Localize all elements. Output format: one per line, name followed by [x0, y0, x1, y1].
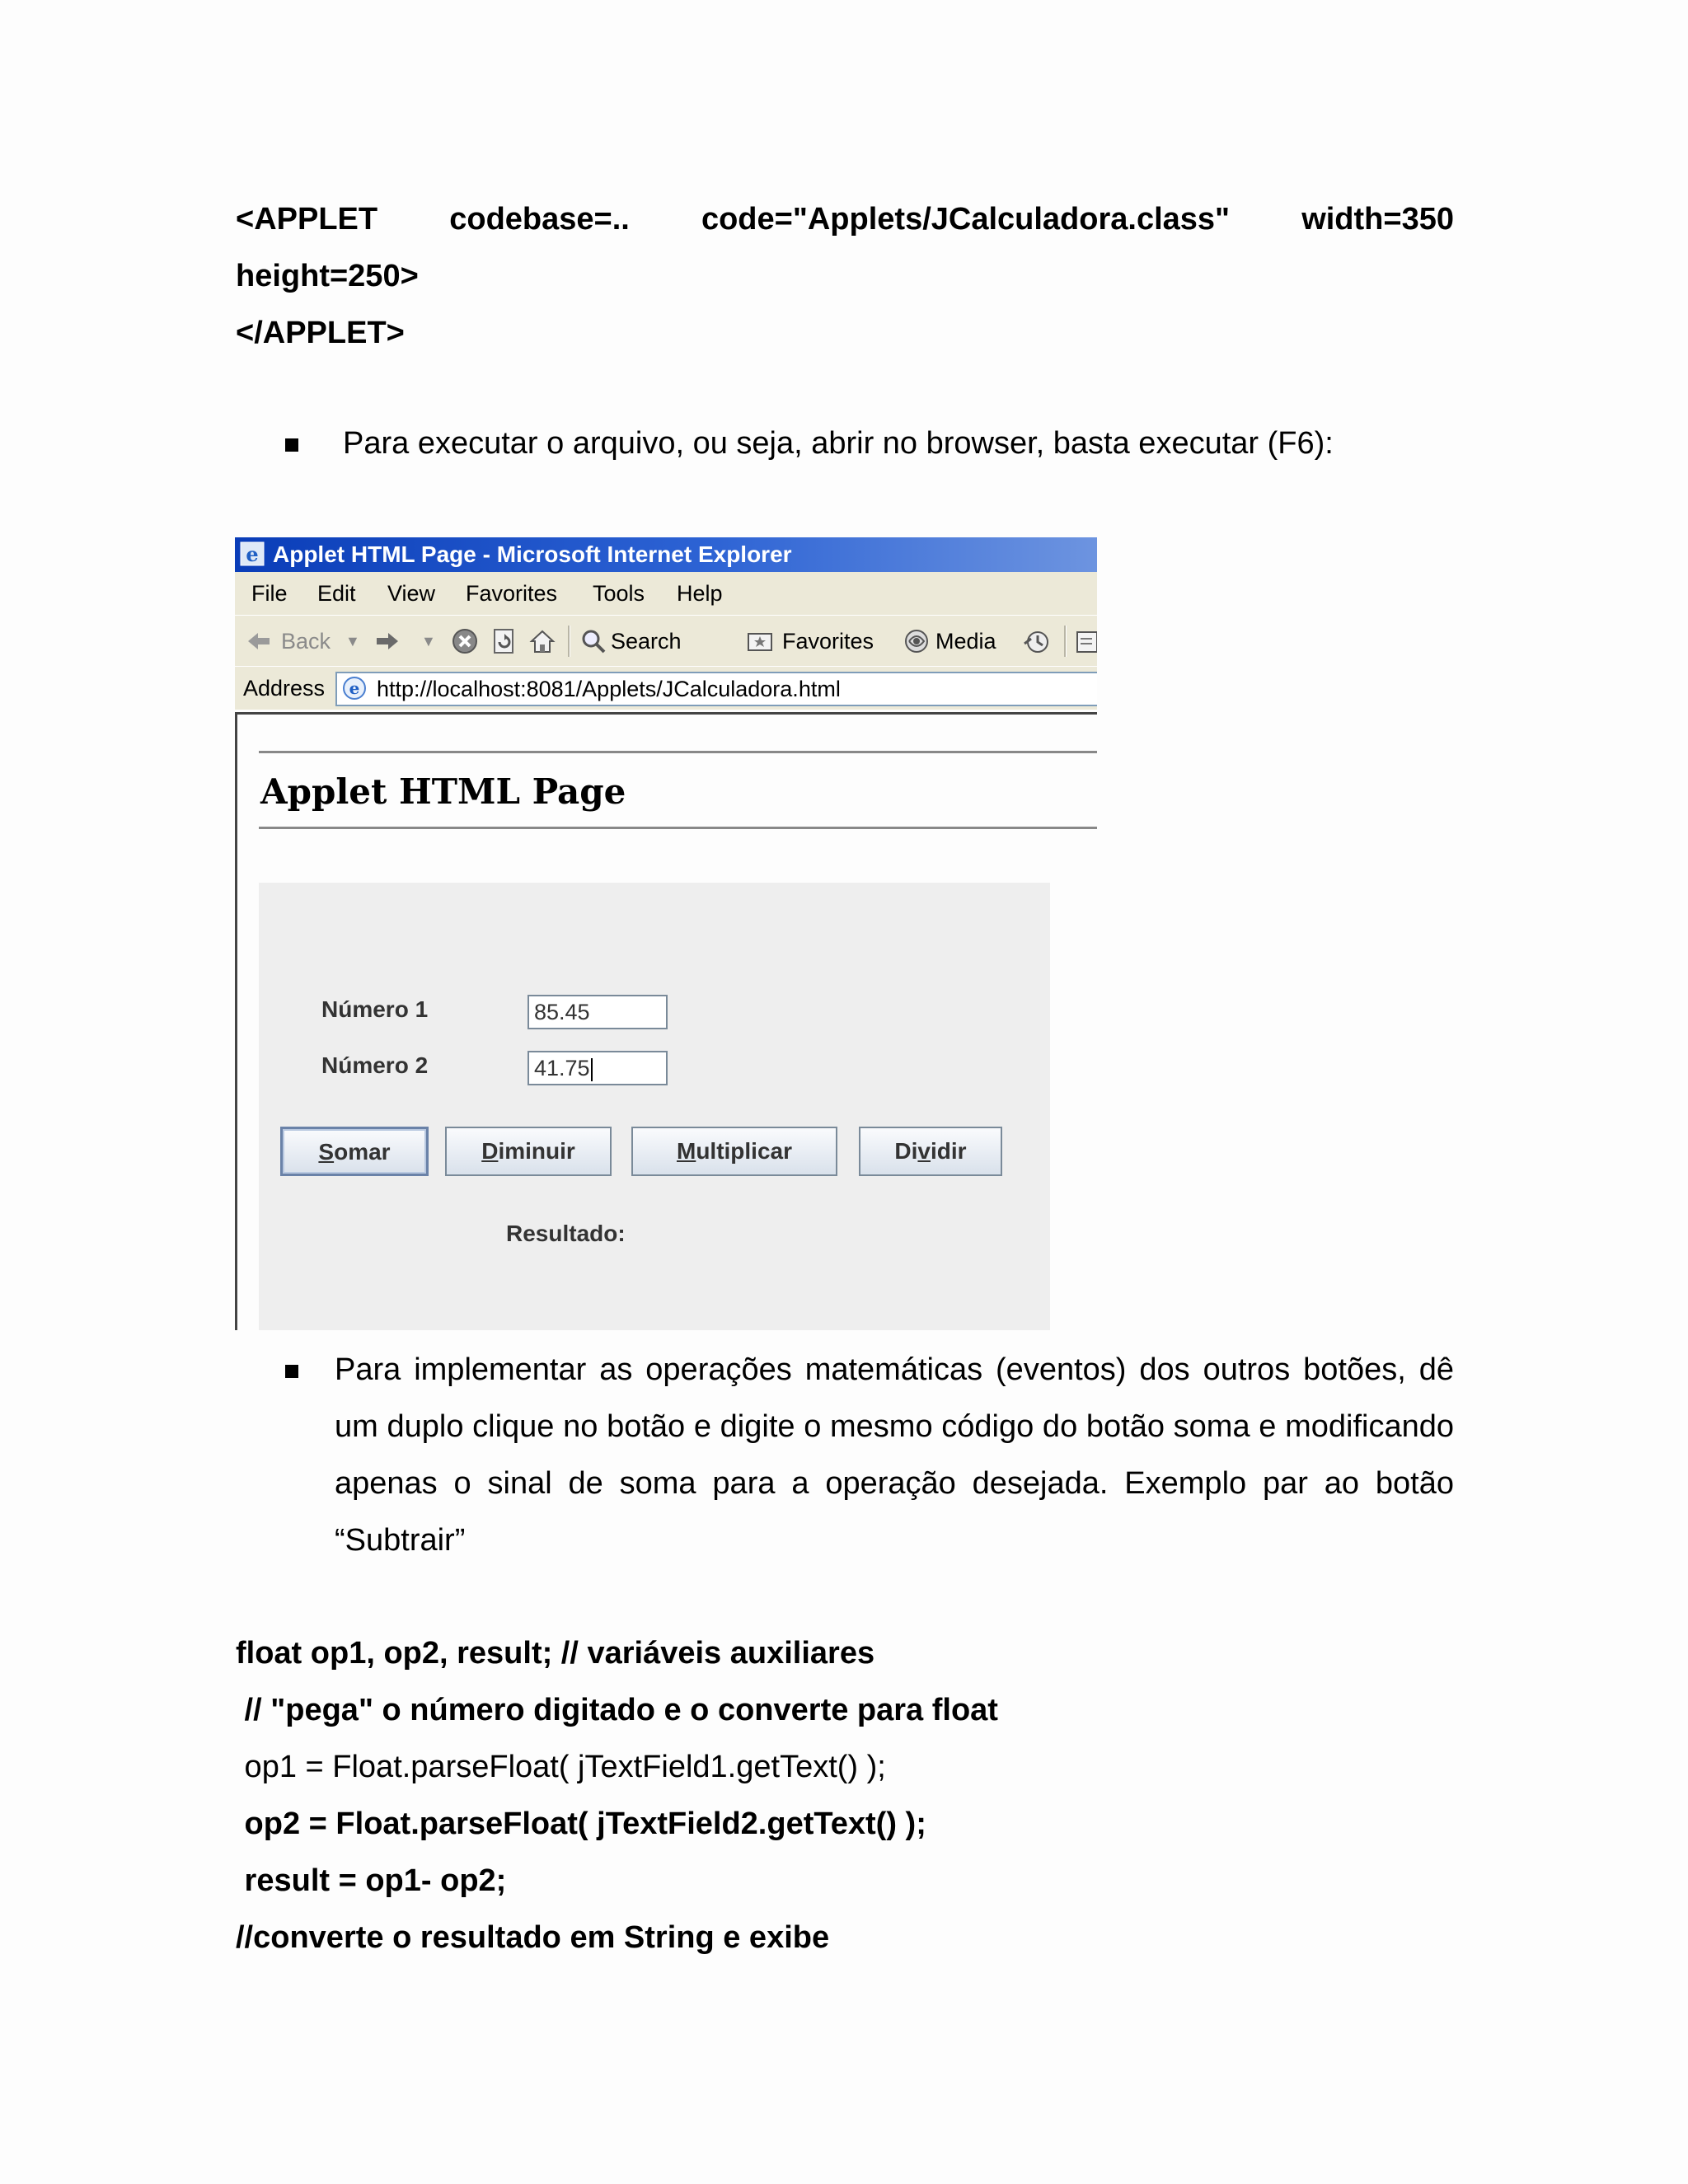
- home-icon[interactable]: [528, 627, 556, 655]
- code-line: </APPLET>: [236, 316, 405, 350]
- somar-button[interactable]: Somar: [280, 1127, 429, 1176]
- back-button[interactable]: Back: [281, 629, 331, 654]
- menu-file[interactable]: File: [251, 581, 288, 606]
- numero1-value: 85.45: [534, 1000, 590, 1024]
- window-title: Applet HTML Page - Microsoft Internet Explorer: [273, 541, 792, 567]
- chevron-down-icon[interactable]: ▼: [345, 633, 360, 649]
- resultado-label: Resultado:: [506, 1221, 626, 1246]
- svg-text:e: e: [246, 542, 259, 566]
- menu-bar: [235, 572, 1097, 615]
- forward-arrow-icon[interactable]: [373, 627, 401, 655]
- ie-page-icon: [342, 676, 367, 701]
- code-token: codebase=..: [449, 202, 630, 237]
- code-block: [236, 1625, 998, 1966]
- chevron-down-icon[interactable]: ▼: [421, 633, 436, 649]
- bullet-text: Para executar o arquivo, ou seja, abrir no browser, basta executar (F6):: [343, 426, 1334, 461]
- browser-content: [235, 712, 1097, 1330]
- window-titlebar: [235, 537, 1097, 572]
- address-label: Address: [243, 676, 326, 701]
- numero2-value: 41.75: [534, 1056, 590, 1080]
- favorites-icon[interactable]: [746, 627, 774, 655]
- code-line: op1 = Float.parseFloat( jTextField1.getText() );: [236, 1750, 886, 1784]
- stop-icon[interactable]: [451, 627, 479, 655]
- divider: [259, 827, 1097, 829]
- search-icon[interactable]: [579, 627, 607, 655]
- applet-tag-code: [236, 191, 1454, 362]
- code-token: width=350: [1301, 202, 1454, 237]
- numero1-label: Número 1: [321, 996, 429, 1022]
- favorites-button[interactable]: Favorites: [782, 629, 874, 654]
- menu-help[interactable]: Help: [677, 581, 723, 606]
- media-button[interactable]: Media: [935, 629, 996, 654]
- calculator-applet: [259, 883, 1050, 1330]
- dividir-button[interactable]: Dividir: [859, 1127, 1002, 1176]
- numero2-input[interactable]: [528, 1051, 668, 1085]
- mail-icon[interactable]: [1076, 627, 1097, 655]
- back-arrow-icon[interactable]: [245, 627, 273, 655]
- code-line: //converte o resultado em String e exibe: [236, 1920, 830, 1955]
- code-line: result = op1- op2;: [236, 1863, 507, 1898]
- bullet-marker: [285, 1365, 298, 1378]
- multiplicar-button[interactable]: Multiplicar: [631, 1127, 837, 1176]
- bullet-text: Para implementar as operações matemáticas (eventos) dos outros botões, dê um duplo clique no botão e digite o mesmo código do botão soma e modificando apenas o sinal de soma para a operação desejada. Exemplo par ao botão “Subtrair”: [335, 1352, 1454, 1558]
- code-line: height=250>: [236, 259, 419, 293]
- ie-logo-icon: [240, 541, 265, 566]
- address-bar: [235, 666, 1097, 710]
- diminuir-button[interactable]: Diminuir: [445, 1127, 612, 1176]
- bullet-marker: [285, 438, 298, 452]
- menu-favorites[interactable]: Favorites: [466, 581, 558, 606]
- menu-view[interactable]: View: [387, 581, 436, 606]
- menu-tools[interactable]: Tools: [593, 581, 645, 606]
- code-token: code="Applets/JCalculadora.class": [701, 202, 1231, 237]
- refresh-icon[interactable]: [490, 627, 518, 655]
- numero1-input[interactable]: [528, 995, 668, 1029]
- history-icon[interactable]: [1023, 627, 1051, 655]
- search-button[interactable]: Search: [611, 629, 682, 654]
- page-heading: Applet HTML Page: [260, 771, 626, 812]
- toolbar-separator: [568, 626, 570, 657]
- code-line: float op1, op2, result; // variáveis auxiliares: [236, 1636, 875, 1671]
- media-icon[interactable]: [903, 627, 931, 655]
- address-url: http://localhost:8081/Applets/JCalculadora.html: [377, 677, 841, 701]
- numero2-label: Número 2: [321, 1052, 429, 1078]
- code-token: <APPLET: [236, 202, 378, 237]
- toolbar: [235, 615, 1097, 667]
- toolbar-separator: [1064, 626, 1067, 657]
- svg-text:e: e: [349, 678, 360, 698]
- browser-screenshot: [235, 537, 1097, 1330]
- divider: [259, 751, 1097, 753]
- address-field[interactable]: [335, 672, 1097, 706]
- code-line: // "pega" o número digitado e o converte para float: [236, 1693, 998, 1727]
- menu-edit[interactable]: Edit: [317, 581, 356, 606]
- text-caret: [591, 1058, 593, 1081]
- code-line: op2 = Float.parseFloat( jTextField2.getText() );: [236, 1807, 926, 1841]
